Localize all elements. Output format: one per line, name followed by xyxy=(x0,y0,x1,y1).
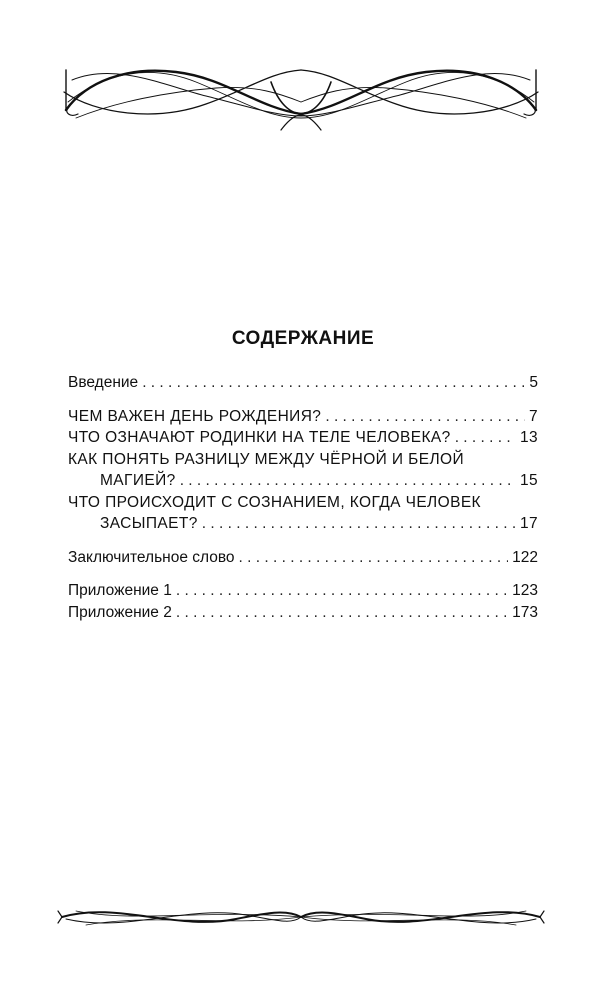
toc-entry-appendix-2[interactable] xyxy=(68,602,538,624)
toc-entry-title: МАГИЕЙ? xyxy=(100,472,176,489)
toc-page-number: 173 xyxy=(512,603,538,621)
toc-entry-title: Заключительное слово xyxy=(68,548,235,566)
page-title: СОДЕРЖАНИЕ xyxy=(231,328,375,349)
toc-entry-title-line1: ЧТО ПРОИСХОДИТ С СОЗНАНИЕМ, КОГДА ЧЕЛОВЕК xyxy=(68,493,481,511)
toc-entry-title: ЧТО ОЗНАЧАЮТ РОДИНКИ НА ТЕЛЕ ЧЕЛОВЕКА? xyxy=(68,429,451,446)
table-of-contents xyxy=(68,372,538,623)
toc-entry-conclusion[interactable] xyxy=(68,547,538,569)
dot-leader xyxy=(142,372,525,394)
toc-entry-sleep[interactable] xyxy=(68,492,538,535)
dot-leader xyxy=(455,427,516,449)
toc-entry-title: Введение xyxy=(68,374,139,391)
toc-entry-intro[interactable] xyxy=(68,372,538,394)
toc-page-number: 15 xyxy=(519,472,538,489)
toc-entry-title: Приложение 2 xyxy=(68,603,172,621)
dot-leader xyxy=(176,602,508,624)
toc-entry-title: ЧЕМ ВАЖЕН ДЕНЬ РОЖДЕНИЯ? xyxy=(68,407,322,425)
dot-leader xyxy=(325,406,525,428)
toc-page-number: 7 xyxy=(528,407,538,425)
top-flourish-icon xyxy=(56,52,546,134)
dot-leader xyxy=(180,470,516,492)
toc-page-number: 13 xyxy=(519,429,538,446)
toc-page-number: 5 xyxy=(529,374,538,391)
toc-page-number: 122 xyxy=(512,548,538,566)
dot-leader xyxy=(239,547,509,569)
toc-entry-magic[interactable] xyxy=(68,449,538,492)
dot-leader xyxy=(176,580,508,602)
toc-entry-birthday[interactable] xyxy=(68,406,538,428)
bottom-flourish-icon xyxy=(56,897,546,937)
toc-page-number: 17 xyxy=(519,515,538,532)
toc-page-number: 123 xyxy=(512,582,538,599)
toc-entry-title-line1: КАК ПОНЯТЬ РАЗНИЦУ МЕЖДУ ЧЁРНОЙ И БЕЛОЙ xyxy=(68,450,465,468)
toc-entry-appendix-1[interactable] xyxy=(68,580,538,602)
dot-leader xyxy=(202,513,516,535)
toc-entry-moles[interactable] xyxy=(68,427,538,449)
toc-entry-title: Приложение 1 xyxy=(68,582,172,599)
toc-entry-title: ЗАСЫПАЕТ? xyxy=(100,515,198,532)
